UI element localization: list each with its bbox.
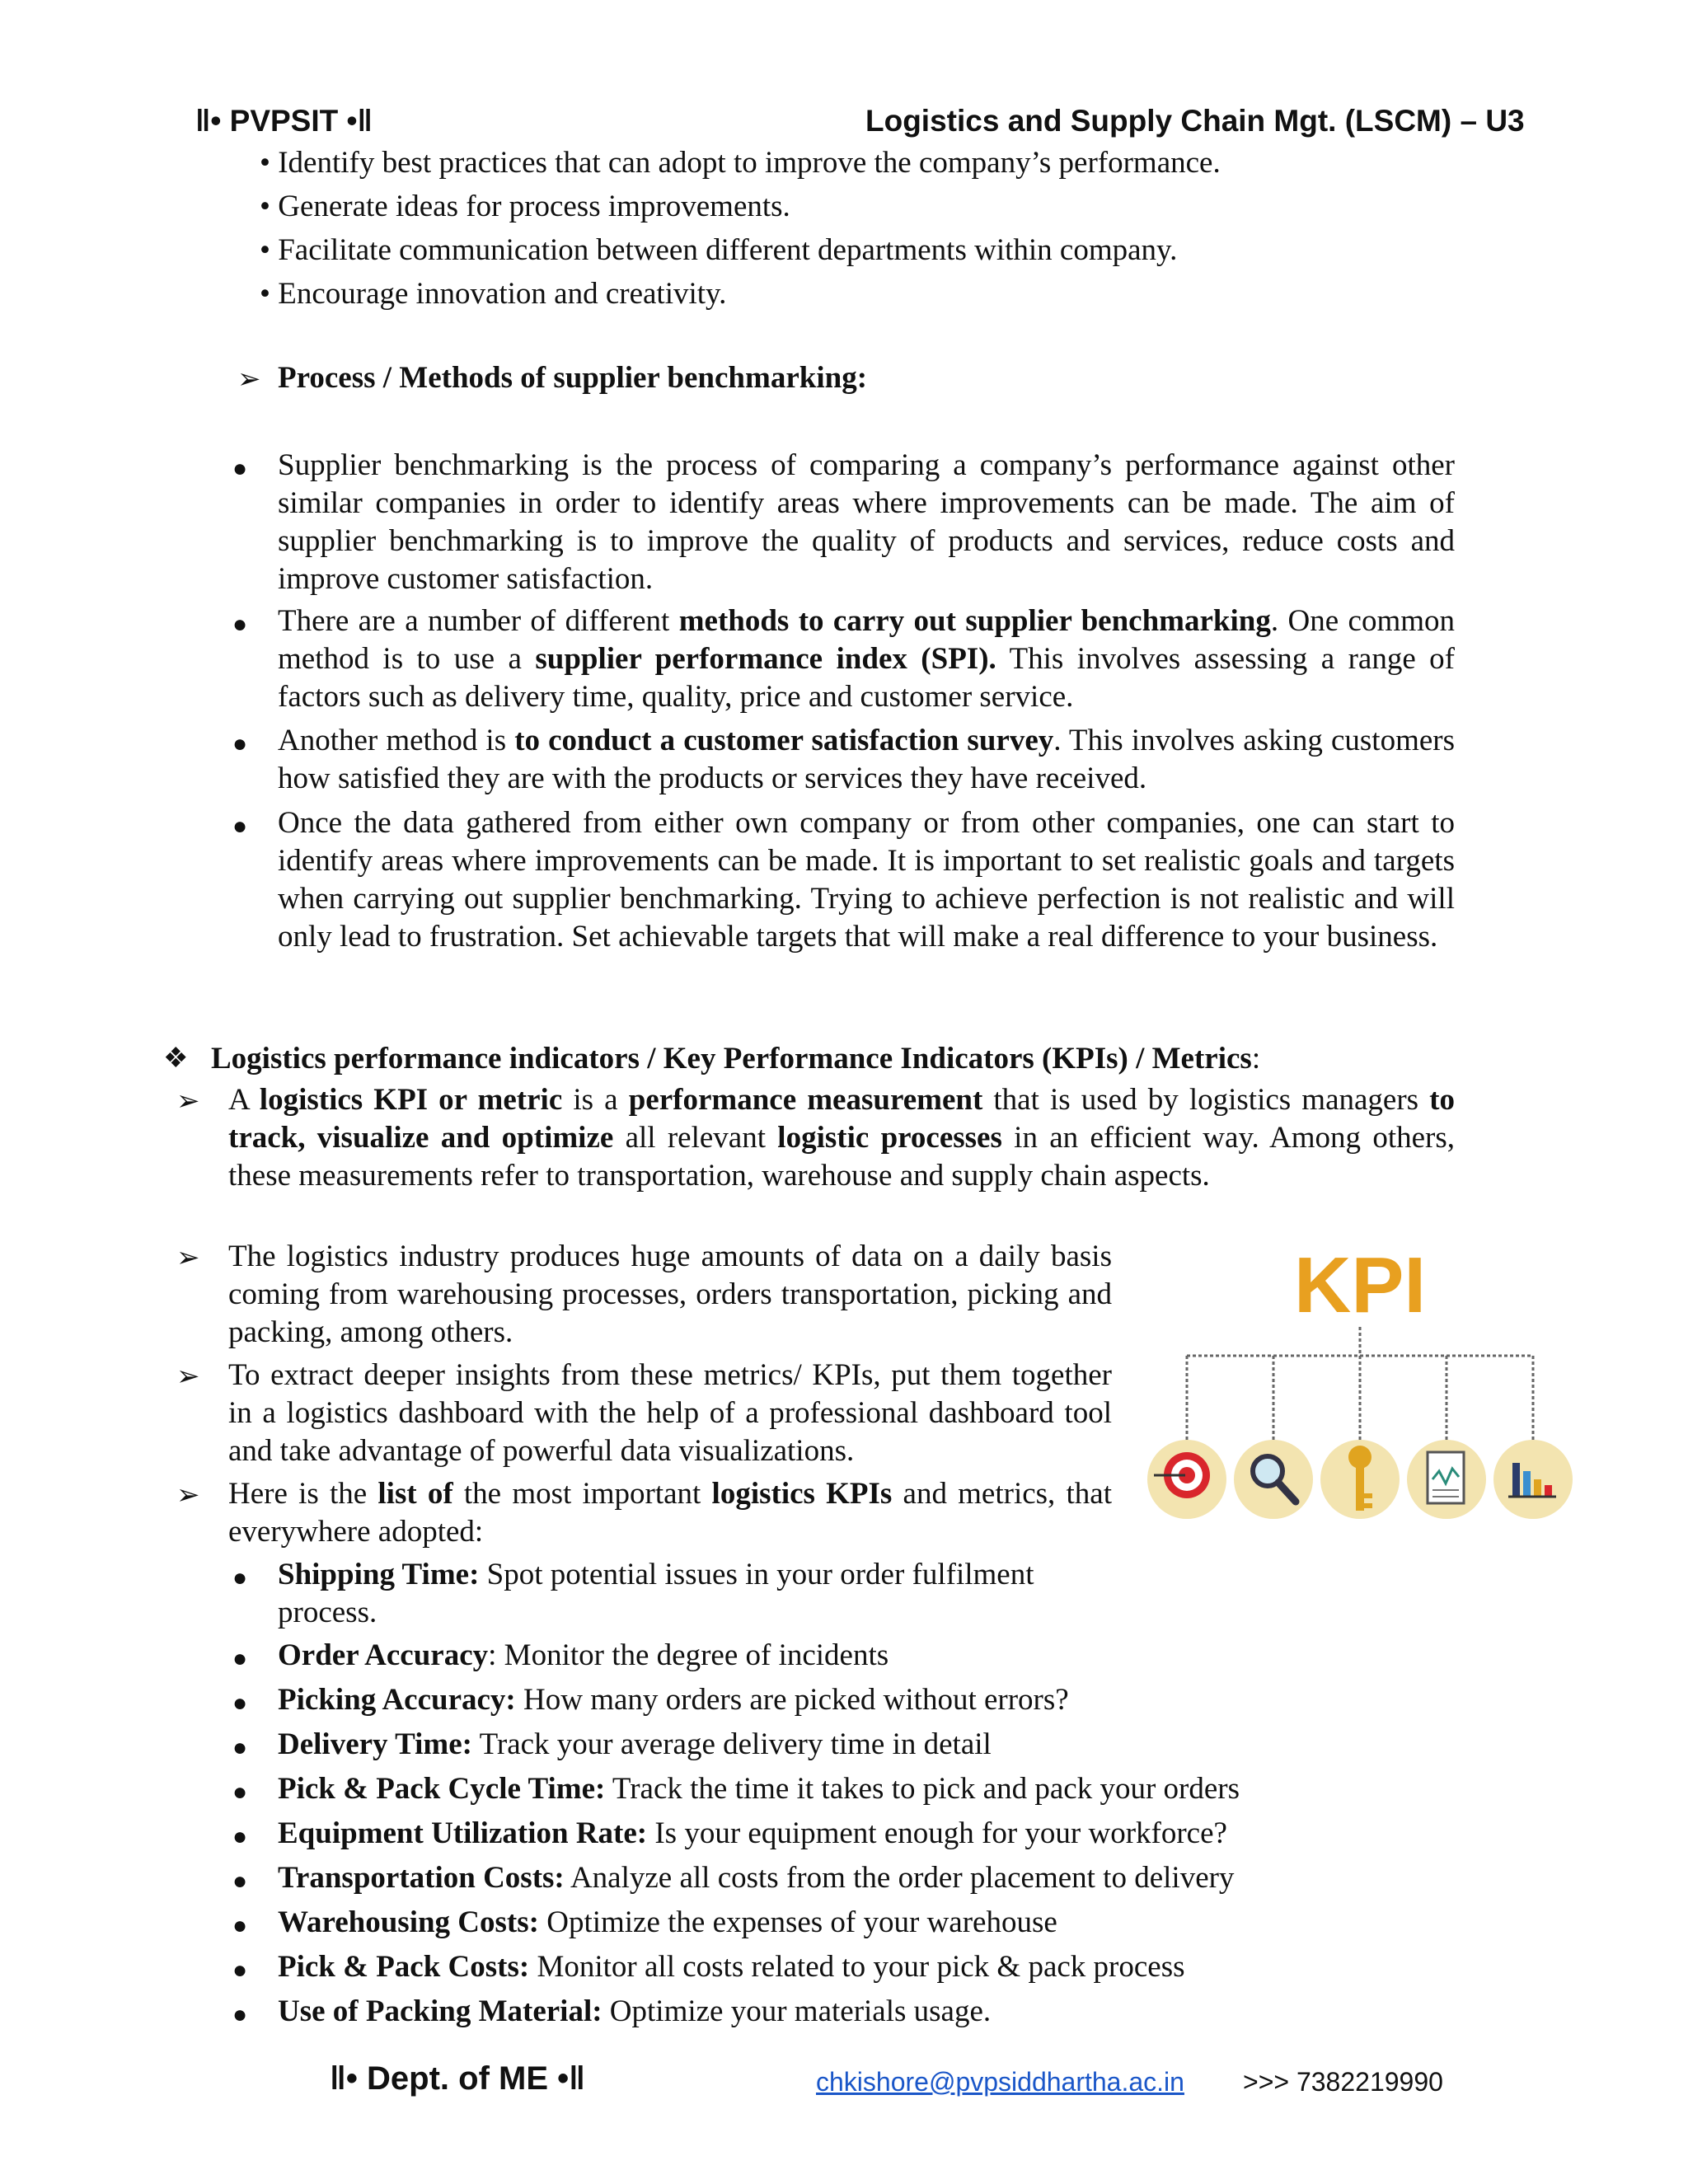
arrow-bullet-icon: ➢: [237, 364, 261, 395]
diamond-bullet-icon: ❖: [163, 1043, 189, 1074]
bullet-icon: ●: [232, 730, 248, 757]
paragraph: To extract deeper insights from these metrics/ KPIs, put them together in a logistics dashboard with the help of a professional dashboard tool and take advantage of powerful data visualizations.: [228, 1358, 1112, 1468]
paragraph: A logistics KPI or metric is a performance measurement that is used by logistics managers to track, visualize and optimize all relevant logistic processes in an efficient way. Among others, these measurements refer to transportation, warehouse and supply chain aspects.: [228, 1083, 1456, 1193]
kpi-illustration: [1137, 1236, 1582, 1549]
bullet-icon: ●: [232, 455, 248, 482]
list-item: Pick & Pack Cycle Time: Track the time it takes to pick and pack your orders: [278, 1772, 1240, 1806]
bullet-icon: ●: [232, 1734, 248, 1761]
paragraph: The logistics industry produces huge amounts of data on a daily basis coming from warehousing processes, orders transportation, picking and packing, among others.: [228, 1240, 1112, 1349]
list-item: • Generate ideas for process improvements.: [260, 190, 790, 223]
list-item: Delivery Time: Track your average delivery time in detail: [278, 1727, 992, 1761]
list-item: Picking Accuracy: How many orders are picked without errors?: [278, 1683, 1069, 1717]
arrow-bullet-icon: ➢: [176, 1243, 200, 1273]
list-item: • Facilitate communication between different departments within company.: [260, 233, 1178, 267]
paragraph: There are a number of different methods to carry out supplier benchmarking. One common method is to use a supplier performance index (SPI). This involves assessing a range of factors such as delivery time, quality, price and customer service.: [278, 604, 1456, 714]
section-heading: Process / Methods of supplier benchmarking:: [278, 361, 868, 395]
paragraph: Once the data gathered from either own company or from other companies, one can start to identify areas where improvements can be made. It is important to set realistic goals and targets when carrying out supplier benchmarking. Trying to achieve perfection is not realistic and will only lead to frustration. Set achievable targets that will make a real difference to your business.: [278, 806, 1455, 954]
list-item: • Identify best practices that can adopt to improve the company’s performance.: [260, 146, 1221, 180]
arrow-bullet-icon: ➢: [176, 1480, 200, 1511]
footer-phone: >>> 7382219990: [1243, 2067, 1443, 2097]
bullet-icon: ●: [232, 1564, 248, 1591]
list-item: Order Accuracy: Monitor the degree of incidents: [278, 1638, 889, 1672]
paragraph: Another method is to conduct a customer satisfaction survey. This involves asking customers how satisfied they are with the products or services they have received.: [278, 724, 1455, 795]
list-item: Transportation Costs: Analyze all costs from the order placement to delivery: [278, 1861, 1235, 1895]
key-icon: [1320, 1440, 1400, 1519]
bullet-icon: ●: [232, 813, 248, 840]
magnifier-icon: [1234, 1440, 1313, 1519]
bullet-icon: ●: [232, 1779, 248, 1806]
target-icon: [1147, 1440, 1226, 1519]
paragraph: Here is the list of the most important logistics KPIs and metrics, that everywhere adopted:: [228, 1477, 1112, 1549]
kpi-label: KPI: [1293, 1241, 1427, 1329]
paragraph: Supplier benchmarking is the process of comparing a company’s performance against other similar companies in order to identify areas where improvements can be made. The aim of supplier benchmarking is to improve the quality of products and services, reduce costs and improve customer satisfaction.: [278, 448, 1455, 596]
bar-chart-icon: [1493, 1440, 1573, 1519]
document-icon: [1407, 1440, 1486, 1519]
bullet-icon: ●: [232, 1912, 248, 1939]
bullet-icon: ●: [232, 1690, 248, 1717]
list-item: Pick & Pack Costs: Monitor all costs related to your pick & pack process: [278, 1950, 1185, 1984]
bullet-icon: ●: [232, 1645, 248, 1672]
list-item: Shipping Time: Spot potential issues in your order fulfilment: [278, 1558, 1034, 1591]
bullet-icon: ●: [232, 2001, 248, 2028]
header-left: ‖• PVPSIT •‖: [195, 104, 373, 138]
header-right: Logistics and Supply Chain Mgt. (LSCM) – U3: [865, 104, 1525, 138]
list-item: Use of Packing Material: Optimize your materials usage.: [278, 1994, 992, 2028]
bullet-icon: ●: [232, 611, 248, 638]
section-heading: Logistics performance indicators / Key Performance Indicators (KPIs) / Metrics:: [211, 1042, 1261, 1076]
footer-dept: ‖• Dept. of ME •‖: [330, 2060, 586, 2097]
arrow-bullet-icon: ➢: [176, 1086, 200, 1117]
list-item: Equipment Utilization Rate: Is your equipment enough for your workforce?: [278, 1816, 1227, 1850]
bullet-icon: ●: [232, 1868, 248, 1895]
arrow-bullet-icon: ➢: [176, 1361, 200, 1392]
list-item-continuation: process.: [278, 1596, 377, 1629]
footer-email-link[interactable]: chkishore@pvpsiddhartha.ac.in: [816, 2067, 1184, 2097]
list-item: Warehousing Costs: Optimize the expenses of your warehouse: [278, 1905, 1057, 1939]
bullet-icon: ●: [232, 1823, 248, 1850]
bullet-icon: ●: [232, 1957, 248, 1984]
list-item: • Encourage innovation and creativity.: [260, 277, 727, 311]
